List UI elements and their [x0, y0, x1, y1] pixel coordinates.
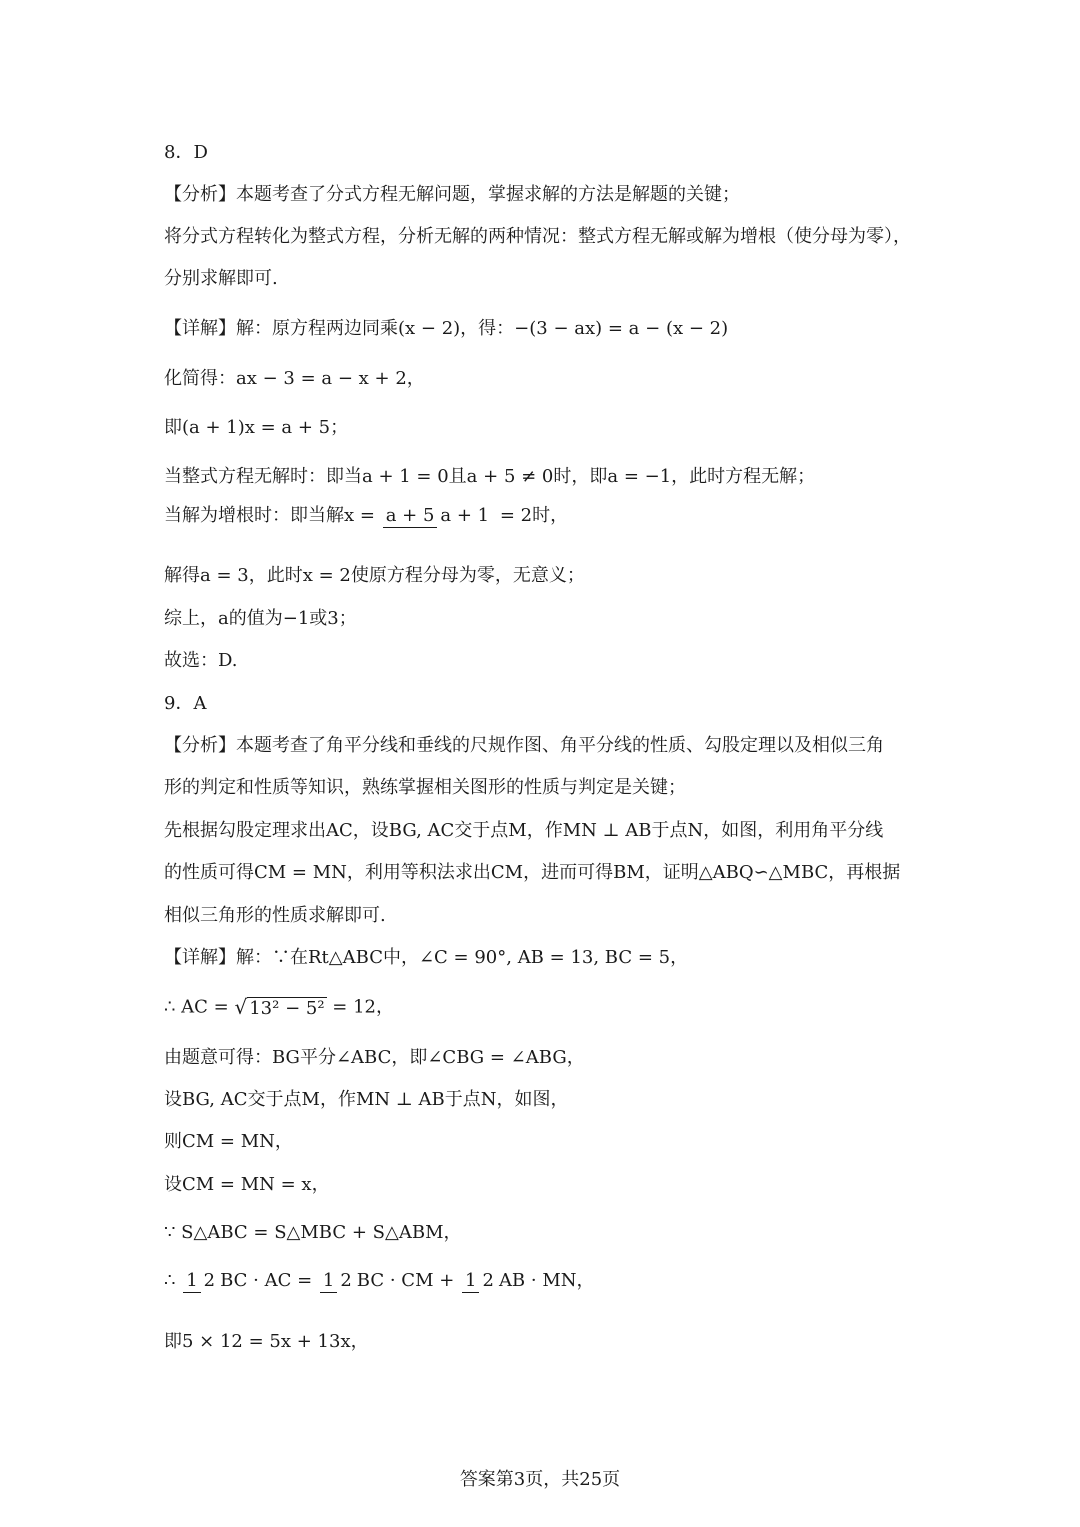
solution-9-line-7: ∵ S△ABC = S△MBC + S△ABM，	[164, 1222, 462, 1243]
fraction	[320, 1270, 355, 1291]
solution-9-line-8	[164, 1270, 595, 1292]
solution-8-line-2: 化简得：ax − 3 = a − x + 2，	[164, 368, 425, 389]
answer-number-9: 9．A	[164, 693, 207, 714]
fraction-denominator: 2	[482, 1270, 494, 1292]
solution-9-line-5: 则CM = MN，	[164, 1131, 293, 1152]
analysis-9-line-5: 相似三角形的性质求解即可.	[164, 905, 386, 926]
fraction-numerator: 1	[462, 1270, 479, 1293]
answer-number-8: 8．D	[164, 142, 208, 163]
square-root	[234, 995, 326, 1019]
radical-sign-icon: √	[234, 995, 248, 1019]
solution-9-line-1: 【详解】解：∵在Rt△ABC中，∠C = 90°, AB = 13, BC = 5，	[164, 947, 689, 968]
eq-suffix: AB · MN，	[498, 1270, 595, 1291]
solution-8-line-4: 当整式方程无解时：即当a + 1 = 0且a + 5 ≠ 0时，即a = −1，此时方程无解；	[164, 466, 816, 487]
analysis-8-line-1: 【分析】本题考查了分式方程无解问题，掌握求解的方法是解题的关键；	[164, 184, 740, 205]
solution-8-line-6: 解得a = 3，此时x = 2使原方程分母为零，无意义；	[164, 565, 585, 586]
radicand: 13² − 5²	[249, 998, 325, 1019]
analysis-8-line-3: 分别求解即可.	[164, 268, 278, 289]
fraction-numerator: 1	[183, 1270, 200, 1293]
analysis-8-line-2: 将分式方程转化为整式方程，分析无解的两种情况：整式方程无解或解为增根（使分母为零），	[164, 226, 911, 247]
page-footer: 答案第3页，共25页	[459, 1469, 621, 1490]
solution-8-line-1: 【详解】解：原方程两边同乘(x − 2)，得：−(3 − ax) = a − (x − 2)	[164, 318, 729, 339]
solution-9-line-4: 设BG, AC交于点M，作MN ⊥ AB于点N，如图，	[164, 1089, 569, 1110]
eq-prefix: ∴ AC =	[164, 996, 235, 1018]
eq-prefix: 当解为增根时：即当解x =	[164, 505, 381, 526]
eq-prefix: ∴	[164, 1270, 182, 1291]
solution-8-line-7: 综上，a的值为−1或3；	[164, 608, 357, 629]
solution-9-line-2	[164, 995, 394, 1020]
fraction-denominator: 2	[340, 1270, 352, 1292]
solution-9-line-9: 即5 × 12 = 5x + 13x，	[164, 1331, 369, 1352]
analysis-9-line-3: 先根据勾股定理求出AC，设BG, AC交于点M，作MN ⊥ AB于点N，如图，利用角平分线	[164, 820, 884, 841]
solution-9-line-3: 由题意可得：BG平分∠ABC，即∠CBG = ∠ABG，	[164, 1047, 585, 1068]
fraction-numerator: 1	[320, 1270, 337, 1293]
solution-8-line-5	[164, 505, 568, 527]
eq-text: BC · AC =	[220, 1270, 318, 1291]
fraction-denominator: a + 1	[440, 505, 490, 527]
analysis-9-line-2: 形的判定和性质等知识，熟练掌握相关图形的性质与判定是关键；	[164, 777, 686, 798]
fraction	[383, 505, 492, 526]
analysis-9-line-1: 【分析】本题考查了角平分线和垂线的尺规作图、角平分线的性质、勾股定理以及相似三角	[164, 735, 884, 756]
eq-text: BC · CM +	[356, 1270, 461, 1291]
eq-suffix: = 12，	[326, 996, 394, 1018]
fraction-numerator: a + 5	[383, 505, 438, 528]
solution-9-line-6: 设CM = MN = x，	[164, 1174, 330, 1195]
fraction-denominator: 2	[203, 1270, 216, 1292]
eq-suffix: = 2时，	[494, 505, 569, 526]
analysis-9-line-4: 的性质可得CM = MN，利用等积法求出CM，进而可得BM，证明△ABQ∽△MBC，再根据	[164, 862, 901, 883]
fraction	[183, 1270, 218, 1291]
solution-8-line-3: 即(a + 1)x = a + 5；	[164, 417, 349, 438]
fraction	[462, 1270, 497, 1291]
solution-8-line-8: 故选：D.	[164, 650, 238, 671]
